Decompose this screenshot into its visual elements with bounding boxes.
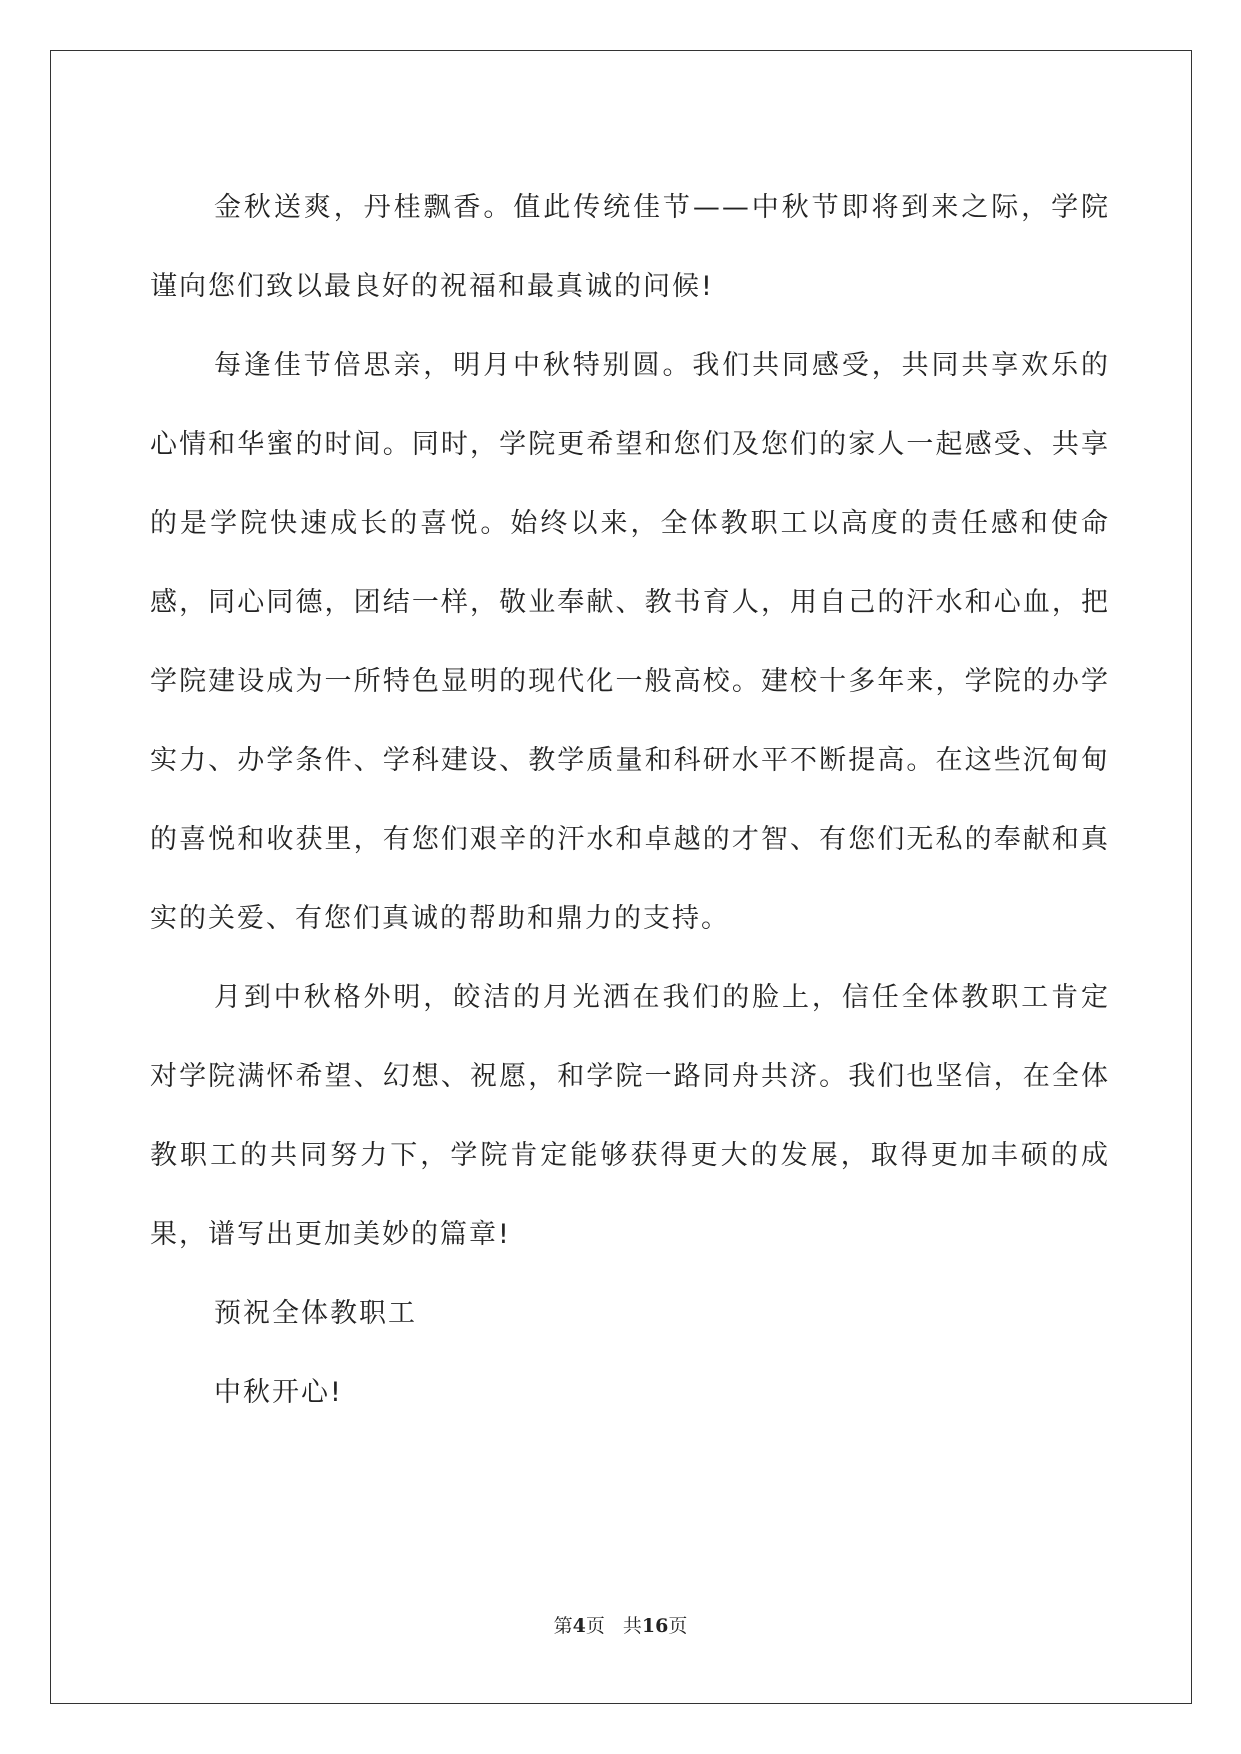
- page-footer: [0, 1611, 1241, 1638]
- paragraph-outlook: 月到中秋格外明，皎洁的月光洒在我们的脸上，信任全体教职工肯定对学院满怀希望、幻想、祝愿，和学院一路同舟共济。我们也坚信，在全体教职工的共同努力下，学院肯定能够获得更大的发展，取得更加丰硕的成果，谱写出更加美妙的篇章!: [150, 982, 1110, 1250]
- page-prefix: 第: [553, 1615, 573, 1637]
- total-pages: 16: [641, 1615, 669, 1637]
- total-suffix: 页: [668, 1615, 688, 1637]
- paragraph-closing: 中秋开心!: [214, 1377, 343, 1408]
- paragraph-greeting: 金秋送爽，丹桂飘香。值此传统佳节——中秋节即将到来之际，学院谨向您们致以最良好的祝福和最真诚的问候!: [150, 192, 1110, 302]
- page-suffix: 页: [585, 1615, 605, 1637]
- paragraph-reflection: 每逢佳节倍思亲，明月中秋特别圆。我们共同感受，共同共享欢乐的心情和华蜜的时间。同时，学院更希望和您们及您们的家人一起感受、共享的是学院快速成长的喜悦。始终以来，全体教职工以高度的责任感和使命感，同心同德，团结一样，敬业奉献、教书育人，用自己的汗水和心血，把学院建设成为一所特色显明的现代化一般高校。建校十多年来，学院的办学实力、办学条件、学科建设、教学质量和科研水平不断提高。在这些沉甸甸的喜悦和收获里，有您们艰辛的汗水和卓越的才智、有您们无私的奉献和真实的关爱、有您们真诚的帮助和鼎力的支持。: [150, 350, 1110, 934]
- page-number: 4: [572, 1615, 586, 1637]
- document-body: [150, 168, 1110, 1432]
- total-prefix: 共: [622, 1615, 642, 1637]
- paragraph-wish-line: 预祝全体教职工: [214, 1298, 417, 1329]
